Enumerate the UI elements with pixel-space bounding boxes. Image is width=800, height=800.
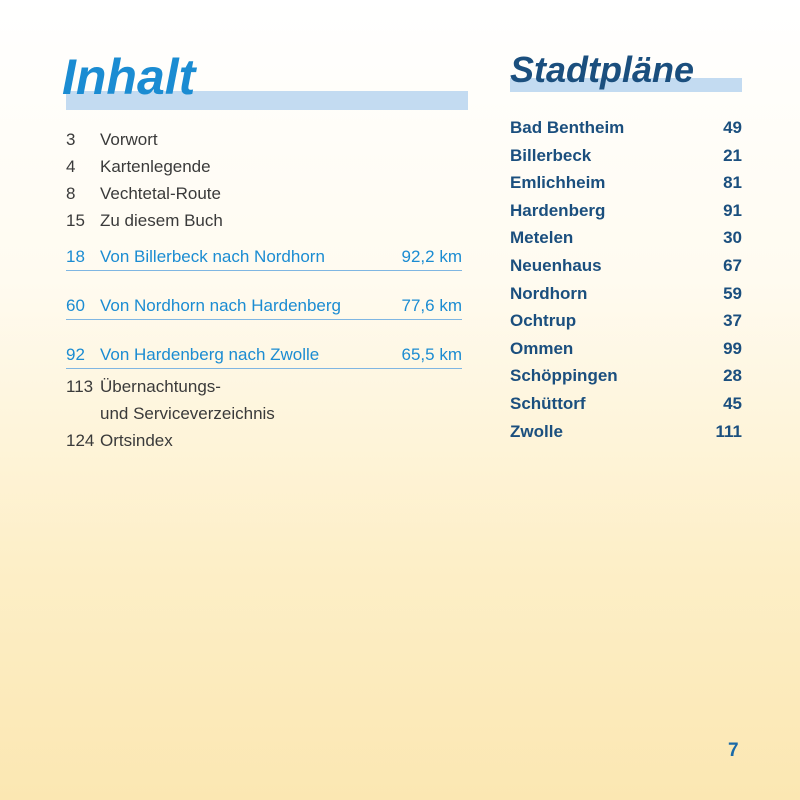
map-page: 28 — [723, 366, 742, 386]
toc-heading-text: Inhalt — [62, 49, 196, 105]
map-name: Schüttorf — [510, 393, 586, 413]
map-name: Emlichheim — [510, 173, 606, 193]
toc-page: 15 — [66, 211, 85, 230]
map-item[interactable] — [510, 142, 742, 170]
map-page: 30 — [723, 228, 742, 248]
map-name: Bad Bentheim — [510, 118, 625, 137]
toc-title: Vechtetal-Route — [100, 184, 221, 203]
route-title: Von Nordhorn nach Hardenberg — [100, 296, 341, 315]
spacer — [66, 234, 462, 244]
toc-title: Kartenlegende — [100, 157, 211, 176]
toc-page-blank — [66, 400, 100, 427]
map-name: Zwolle — [510, 421, 563, 441]
toc-page: 124 — [66, 431, 95, 450]
map-page: 45 — [723, 393, 742, 413]
toc-page: 3 — [66, 130, 76, 149]
map-item[interactable] — [510, 197, 742, 225]
map-page: 99 — [723, 338, 742, 358]
toc-item[interactable] — [66, 207, 462, 234]
toc-item[interactable] — [66, 126, 462, 153]
map-page: 21 — [723, 145, 742, 165]
toc-item-continuation[interactable] — [66, 400, 462, 427]
map-item[interactable] — [510, 335, 742, 363]
toc-item[interactable] — [66, 373, 462, 400]
toc-item[interactable] — [66, 180, 462, 207]
map-item[interactable] — [510, 307, 742, 335]
toc-title: Übernachtungs- — [100, 377, 221, 396]
map-item[interactable] — [510, 114, 742, 142]
map-name: Ommen — [510, 338, 574, 358]
map-page: 37 — [723, 311, 742, 331]
toc-page: 8 — [66, 184, 76, 203]
map-item[interactable] — [510, 252, 742, 280]
route-title: Von Billerbeck nach Nordhorn — [100, 247, 325, 266]
toc-item[interactable] — [66, 427, 462, 454]
map-name: Hardenberg — [510, 200, 606, 220]
map-page: 59 — [723, 283, 742, 303]
toc-item[interactable] — [66, 153, 462, 180]
table-of-contents — [66, 126, 462, 454]
toc-title: und Serviceverzeichnis — [100, 404, 275, 423]
route-page: 60 — [66, 296, 85, 315]
route-item[interactable] — [66, 342, 462, 369]
route-page: 18 — [66, 247, 85, 266]
route-distance: 65,5 km — [401, 345, 462, 364]
map-page: 49 — [723, 118, 742, 137]
route-distance: 92,2 km — [401, 247, 462, 266]
page-number: 7 — [728, 740, 739, 761]
map-item[interactable] — [510, 280, 742, 308]
map-item[interactable] — [510, 418, 742, 446]
map-page: 67 — [723, 255, 742, 275]
map-item[interactable] — [510, 169, 742, 197]
map-item[interactable] — [510, 224, 742, 252]
map-name: Metelen — [510, 228, 574, 248]
toc-page: 113 — [66, 377, 94, 396]
map-name: Nordhorn — [510, 283, 588, 303]
map-name: Ochtrup — [510, 311, 577, 331]
route-item[interactable] — [66, 244, 462, 271]
map-name: Schöppingen — [510, 366, 618, 386]
map-name: Billerbeck — [510, 145, 592, 165]
map-page: 111 — [715, 421, 742, 441]
route-distance: 77,6 km — [401, 296, 462, 315]
city-maps-list — [510, 114, 742, 445]
route-page: 92 — [66, 345, 85, 364]
toc-title: Vorwort — [100, 130, 158, 149]
route-item[interactable] — [66, 293, 462, 320]
toc-title: Zu diesem Buch — [100, 211, 223, 230]
map-item[interactable] — [510, 390, 742, 418]
map-name: Neuenhaus — [510, 255, 602, 275]
toc-page: 4 — [66, 157, 76, 176]
map-page: 81 — [723, 173, 742, 193]
map-item[interactable] — [510, 362, 742, 390]
toc-title: Ortsindex — [100, 431, 173, 450]
maps-heading-text: Stadtpläne — [510, 49, 695, 90]
map-page: 91 — [723, 200, 742, 220]
route-title: Von Hardenberg nach Zwolle — [100, 345, 320, 364]
